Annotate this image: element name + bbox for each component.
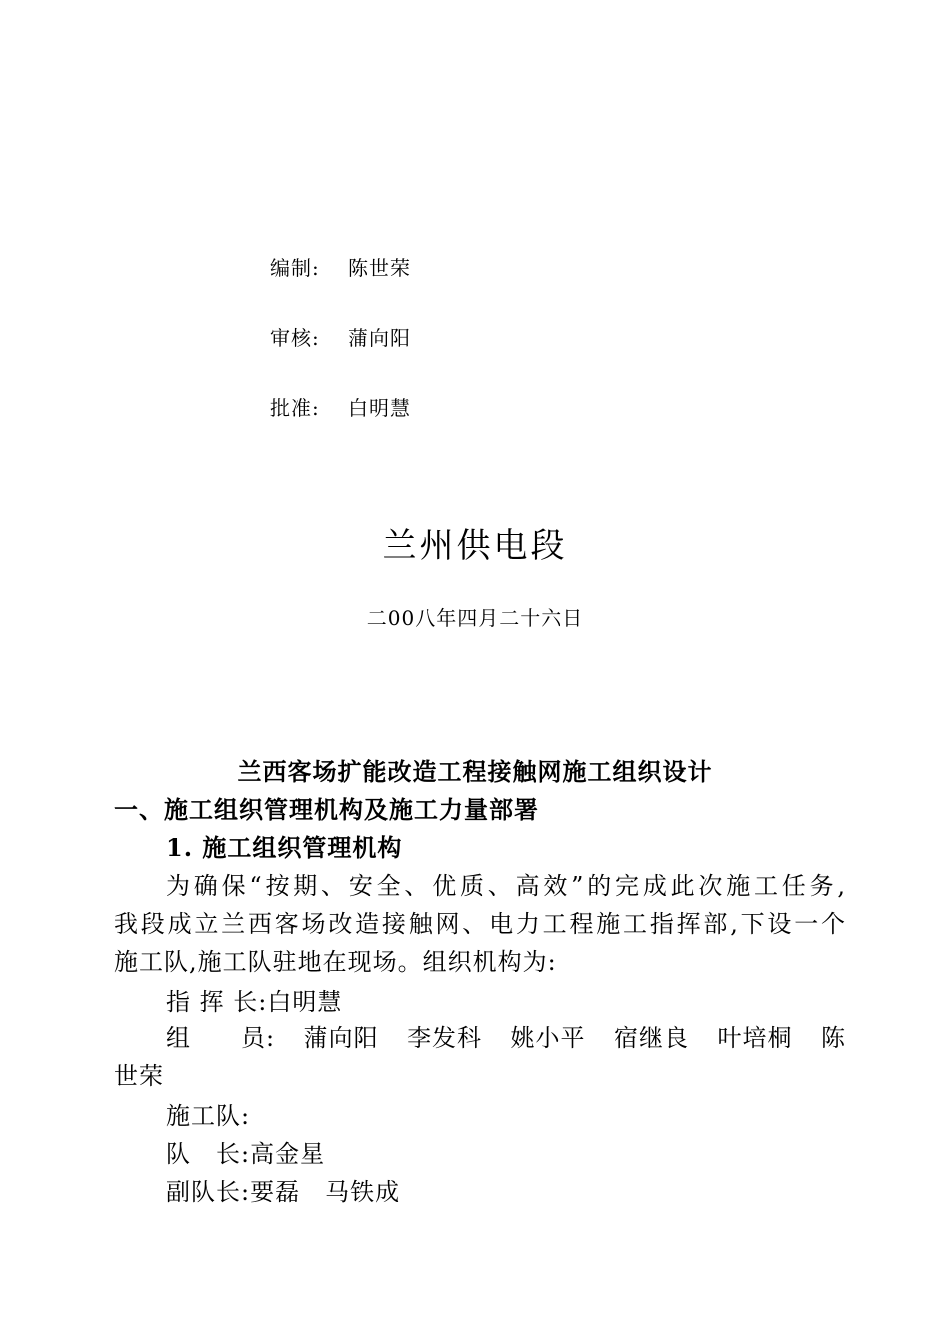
member-name: 蒲向阳 — [303, 1024, 379, 1052]
member-name: 宿继良 — [614, 1024, 690, 1052]
document-date: 二00八年四月二十六日 — [366, 606, 584, 630]
member-name: 陈 — [821, 1024, 846, 1052]
body-paragraph-line-2: 我段成立兰西客场改造接触网、电力工程施工指挥部,下设一个 — [114, 910, 846, 938]
document-title: 兰西客场扩能改造工程接触网施工组织设计 — [237, 757, 713, 786]
body-paragraph-line-3: 施工队,施工队驻地在现场。组织机构为: — [114, 948, 557, 976]
signature-name: 陈世荣 — [348, 256, 411, 280]
team-leader-name: 高金星 — [250, 1140, 326, 1168]
member-name: 叶培桐 — [717, 1024, 793, 1052]
subsection-heading: 1. 施工组织管理机构 — [166, 833, 403, 862]
signature-label: 编制: — [270, 256, 320, 280]
members-label: 组 员: — [166, 1024, 276, 1052]
member-name: 姚小平 — [510, 1024, 586, 1052]
commander-label: 指 挥 长: — [166, 988, 268, 1016]
signature-compiler — [270, 252, 411, 281]
signature-name: 蒲向阳 — [348, 326, 411, 350]
commander-line — [166, 982, 342, 1017]
deputy-leaders-label: 副队长: — [166, 1178, 251, 1206]
body-paragraph-line-1: 为确保“按期、安全、优质、高效”的完成此次施工任务, — [166, 872, 846, 900]
team-leader-line — [166, 1134, 325, 1169]
signature-label: 审核: — [270, 326, 320, 350]
team-label: 施工队: — [166, 1102, 251, 1130]
members-continuation: 世荣 — [114, 1062, 164, 1090]
organization-name: 兰州供电段 — [382, 526, 568, 566]
signature-name: 白明慧 — [348, 396, 411, 420]
signature-approver — [270, 392, 411, 421]
members-line — [166, 1018, 846, 1053]
team-leader-label: 队 长: — [166, 1140, 251, 1168]
member-name: 李发科 — [407, 1024, 483, 1052]
signature-label: 批准: — [270, 396, 320, 420]
section-heading: 一、施工组织管理机构及施工力量部署 — [114, 795, 539, 824]
deputy-leaders-names: 要磊 马铁成 — [250, 1178, 401, 1206]
signature-reviewer — [270, 322, 411, 351]
commander-name: 白明慧 — [267, 988, 343, 1016]
deputy-leaders-line — [166, 1172, 400, 1207]
